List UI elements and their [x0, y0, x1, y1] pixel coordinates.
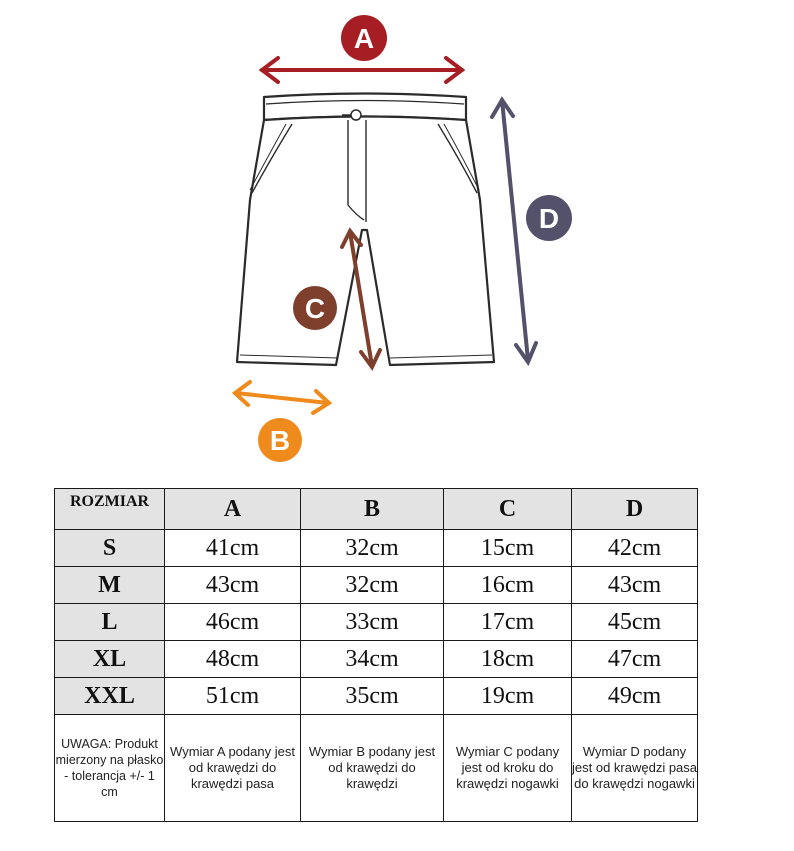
measurement-b-badge — [258, 418, 302, 462]
size-label: M — [55, 567, 165, 604]
cell-c: 17cm — [444, 604, 572, 641]
header-d: D — [572, 489, 698, 530]
cell-a: 48cm — [165, 641, 301, 678]
measurement-d-badge — [526, 195, 572, 241]
cell-c: 15cm — [444, 530, 572, 567]
note-a: Wymiar A podany jest od krawędzi do krawędzi pasa — [165, 715, 301, 822]
cell-d: 42cm — [572, 530, 698, 567]
cell-b: 33cm — [301, 604, 444, 641]
table-notes-row — [55, 715, 698, 822]
note-d: Wymiar D podany jest od krawędzi pasa do krawędzi nogawki — [572, 715, 698, 822]
measurement-a-badge — [341, 15, 387, 61]
cell-d: 43cm — [572, 567, 698, 604]
cell-d: 49cm — [572, 678, 698, 715]
note-b: Wymiar B podany jest od krawędzi do krawędzi — [301, 715, 444, 822]
table-row — [55, 530, 698, 567]
note-c: Wymiar C podany jest od kroku do krawędzi nogawki — [444, 715, 572, 822]
measurement-b-label: B — [269, 425, 291, 456]
cell-c: 19cm — [444, 678, 572, 715]
table-row — [55, 641, 698, 678]
note-general: UWAGA: Produkt mierzony na płasko - tolerancja +/- 1 cm — [55, 715, 165, 822]
cell-c: 16cm — [444, 567, 572, 604]
table-row — [55, 678, 698, 715]
table-row — [55, 567, 698, 604]
header-size: ROZMIAR — [55, 489, 165, 530]
measurement-c-label: C — [304, 293, 326, 324]
cell-b: 32cm — [301, 567, 444, 604]
measurement-d-label: D — [538, 203, 560, 234]
measurement-a-label: A — [353, 23, 375, 54]
size-chart-table — [54, 488, 698, 822]
cell-a: 41cm — [165, 530, 301, 567]
cell-d: 47cm — [572, 641, 698, 678]
size-label: L — [55, 604, 165, 641]
size-label: S — [55, 530, 165, 567]
size-label: XXL — [55, 678, 165, 715]
cell-a: 46cm — [165, 604, 301, 641]
size-label: XL — [55, 641, 165, 678]
cell-c: 18cm — [444, 641, 572, 678]
cell-a: 51cm — [165, 678, 301, 715]
cell-d: 45cm — [572, 604, 698, 641]
measurement-b-arrow — [235, 382, 329, 413]
cell-b: 35cm — [301, 678, 444, 715]
cell-a: 43cm — [165, 567, 301, 604]
header-a: A — [165, 489, 301, 530]
measurement-a-arrow — [262, 58, 462, 82]
table-header-row — [55, 489, 698, 530]
table-row — [55, 604, 698, 641]
cell-b: 32cm — [301, 530, 444, 567]
measurement-c-badge — [293, 286, 337, 330]
header-b: B — [301, 489, 444, 530]
header-c: C — [444, 489, 572, 530]
measurement-d-arrow — [492, 100, 536, 362]
cell-b: 34cm — [301, 641, 444, 678]
